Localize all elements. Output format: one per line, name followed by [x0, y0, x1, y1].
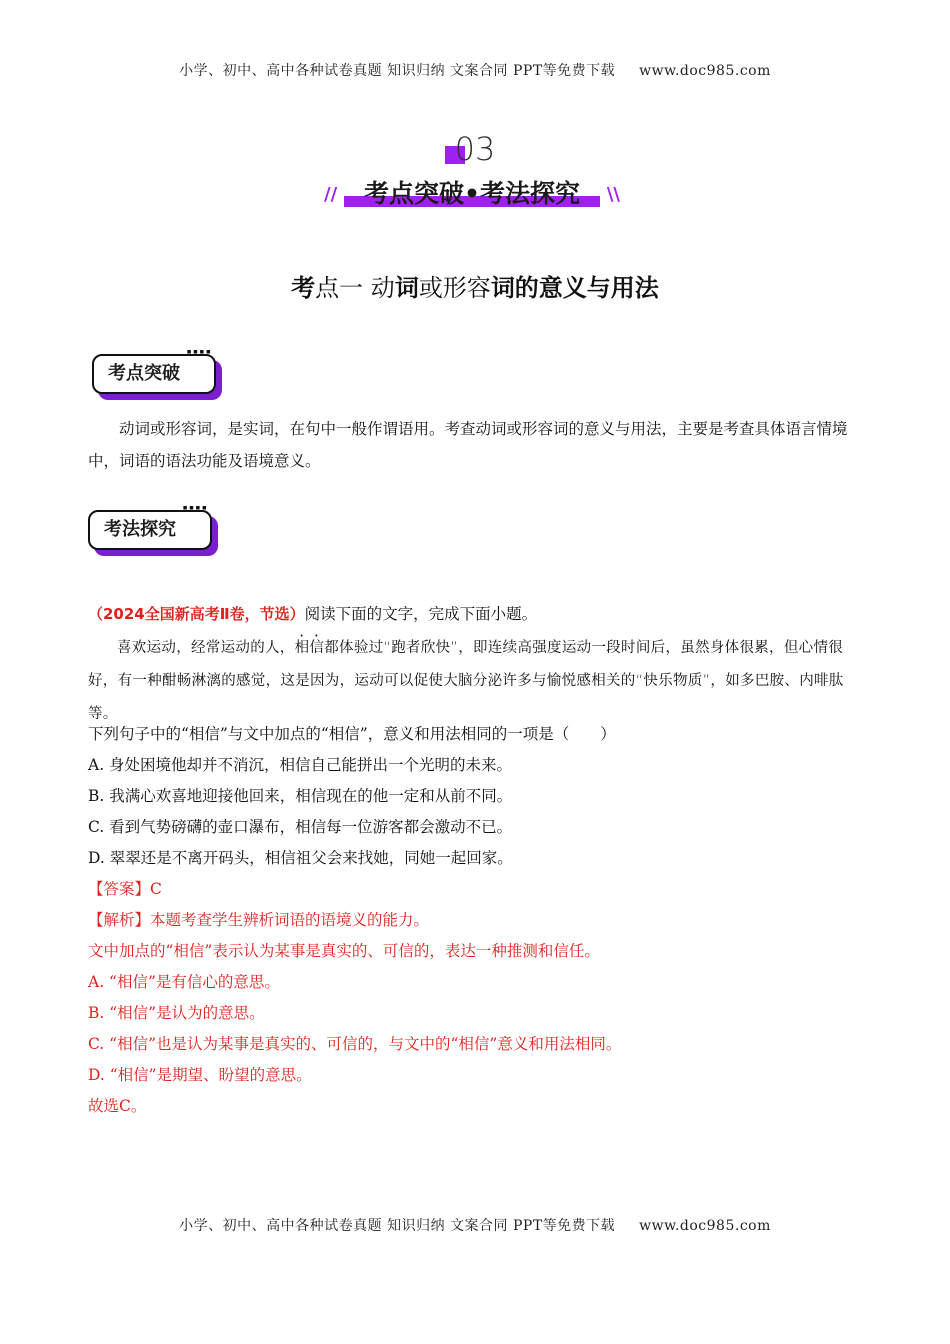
analysis-detail: B. “相信”是认为的意思。	[88, 1004, 265, 1022]
analysis-conclusion: 故选C。	[88, 1097, 147, 1115]
banner-slash-left: //	[324, 184, 338, 205]
question-source: （2024全国新高考Ⅱ卷，节选）	[88, 605, 305, 623]
footer-url[interactable]: www.doc985.com	[639, 1218, 771, 1234]
tag-explore	[88, 503, 220, 560]
answer-value: C	[150, 880, 162, 898]
topic-title-part: 考	[291, 274, 316, 302]
header-text: 小学、初中、高中各种试卷真题 知识归纳 文案合同 PPT等免费下载	[179, 63, 616, 79]
topic-title	[0, 268, 950, 303]
analysis-line	[88, 905, 868, 936]
banner-slash-right: \\	[606, 184, 620, 205]
question-heading	[88, 598, 858, 630]
page-header	[0, 60, 950, 80]
tag-breakthrough	[92, 347, 224, 404]
answer-line	[88, 874, 868, 905]
binder-rings-icon: ▪▪▪▪	[186, 347, 212, 357]
tag-label: 考法探究	[88, 510, 212, 550]
reading-passage	[88, 632, 858, 731]
section-title: 考点突破•考法探究	[364, 179, 580, 208]
page-footer	[0, 1215, 950, 1235]
section-number	[0, 130, 950, 168]
header-url[interactable]: www.doc985.com	[639, 63, 771, 79]
analysis-detail: C. “相信”也是认为某事是真实的、可信的，与文中的“相信”意义和用法相同。	[88, 1035, 622, 1053]
question-instruction: 阅读下面的文字，完成下面小题。	[304, 605, 538, 623]
footer-text: 小学、初中、高中各种试卷真题 知识归纳 文案合同 PPT等免费下载	[179, 1218, 616, 1234]
question-stem: 下列句子中的“相信”与文中加点的“相信”，意义和用法相同的一项是（ ）	[88, 725, 616, 743]
analysis-detail: D. “相信”是期望、盼望的意思。	[88, 1066, 312, 1084]
option-d: D. 翠翠还是不离开码头，相信祖父会来找她，同她一起回家。	[88, 849, 513, 867]
section-banner	[322, 174, 622, 210]
answer-label: 【答案】	[88, 880, 151, 898]
topic-title-part: 点一 动	[315, 274, 395, 302]
analysis-detail: 文中加点的“相信”表示认为某事是真实的、可信的，表达一种推测和信任。	[88, 942, 600, 960]
topic-title-part: 词	[394, 274, 419, 302]
passage-text: 喜欢运动，经常运动的人，	[117, 640, 295, 656]
topic-title-part: 词的意义与用法	[490, 274, 659, 302]
analysis-intro: 本题考查学生辨析词语的语境义的能力。	[150, 911, 430, 929]
binder-rings-icon: ▪▪▪▪	[182, 503, 208, 513]
section-number-text: 03	[454, 130, 496, 168]
analysis-detail: A. “相信”是有信心的意思。	[88, 973, 280, 991]
tag-label: 考点突破	[92, 354, 216, 394]
passage-text: 都体验过“跑者欣快”，即连续高强度运动一段时间后，虽然身体很累，但心情很好，有一种酣畅淋漓的感觉，这是因为，运动可以促使大脑分泌许多与愉悦感相关的“快乐物质”，如多巴胺、内啡肽等。	[88, 640, 844, 722]
option-a: A. 身处困境他却并不消沉，相信自己能拼出一个光明的未来。	[88, 756, 513, 774]
analysis-label: 【解析】	[88, 911, 151, 929]
option-c: C. 看到气势磅礴的壶口瀑布，相信每一位游客都会激动不已。	[88, 818, 513, 836]
passage-dotted-word: 相信	[294, 640, 325, 656]
question-body	[88, 719, 868, 1122]
option-b: B. 我满心欢喜地迎接他回来，相信现在的他一定和从前不同。	[88, 787, 513, 805]
topic-title-part: 或形容	[418, 274, 491, 302]
intro-paragraph: 动词或形容词，是实词，在句中一般作谓语用。考查动词或形容词的意义与用法，主要是考查具体语言情境中，词语的语法功能及语境意义。	[88, 420, 848, 470]
